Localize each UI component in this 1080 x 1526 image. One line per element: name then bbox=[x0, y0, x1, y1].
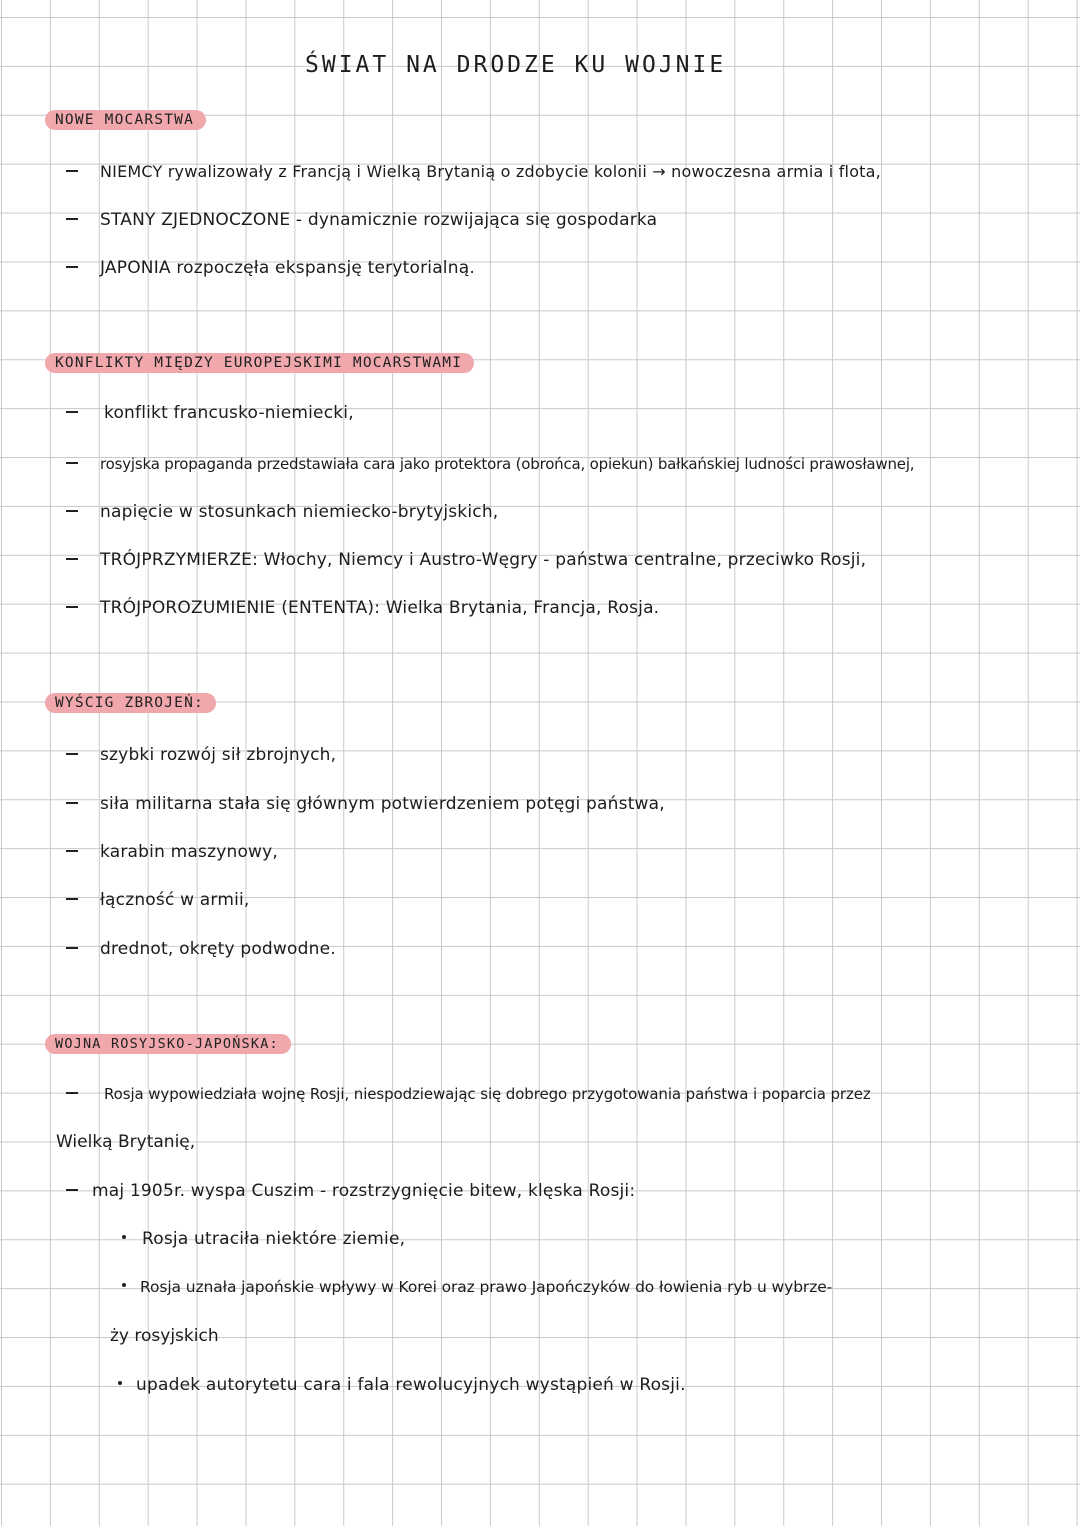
dash-icon bbox=[66, 411, 78, 413]
list-item bbox=[0, 743, 1080, 783]
dash-icon bbox=[66, 802, 78, 804]
list-item-text: NIEMCY rywalizowały z Francją i Wielką Brytanią o zdobycie kolonii → nowoczesna armia i flota, bbox=[100, 162, 881, 181]
list-item-text: TRÓJPOROZUMIENIE (ENTENTA): Wielka Brytania, Francja, Rosja. bbox=[100, 598, 660, 618]
list-item-text: szybki rozwój sił zbrojnych, bbox=[100, 745, 337, 765]
list-item bbox=[0, 208, 1080, 248]
list-item-text: rosyjska propaganda przedstawiała cara jako protektora (obrońca, opiekun) bałkańskiej ludności prawosławnej, bbox=[100, 455, 915, 473]
list-item-text: konflikt francusko-niemiecki, bbox=[104, 403, 354, 423]
list-item-text: karabin maszynowy, bbox=[100, 842, 279, 862]
bullet-icon bbox=[122, 1235, 126, 1239]
sub-item bbox=[0, 1275, 1080, 1315]
sub-item-text: Rosja uznała japońskie wpływy w Korei oraz prawo Japończyków do łowienia ryb u wybrze- bbox=[140, 1278, 833, 1296]
bullet-icon bbox=[122, 1283, 126, 1287]
sub-item bbox=[0, 1227, 1080, 1267]
list-item-text: drednot, okręty podwodne. bbox=[100, 939, 336, 959]
list-item-text: TRÓJPRZYMIERZE: Włochy, Niemcy i Austro-Węgry - państwa centralne, przeciwko Rosji, bbox=[100, 550, 867, 570]
list-item bbox=[0, 1082, 1080, 1122]
list-item-text: siła militarna stała się głównym potwierdzeniem potęgi państwa, bbox=[100, 794, 665, 814]
list-item bbox=[0, 596, 1080, 636]
list-item-text: STANY ZJEDNOCZONE - dynamicznie rozwijająca się gospodarka bbox=[100, 210, 658, 230]
dash-icon bbox=[66, 1189, 78, 1191]
sub-item-text: Rosja utraciła niektóre ziemie, bbox=[142, 1229, 406, 1249]
dash-icon bbox=[66, 462, 78, 464]
sub-item bbox=[0, 1373, 1080, 1413]
list-item bbox=[0, 1179, 1080, 1219]
heading-nowe-mocarstwa: NOWE MOCARSTWA bbox=[45, 110, 206, 130]
heading-wojna: WOJNA ROSYJSKO-JAPOŃSKA: bbox=[45, 1034, 291, 1054]
bullet-icon bbox=[118, 1381, 122, 1385]
dash-icon bbox=[66, 266, 78, 268]
dash-icon bbox=[66, 850, 78, 852]
dash-icon bbox=[66, 170, 78, 172]
list-item-text: łączność w armii, bbox=[100, 890, 250, 910]
heading-konflikty: KONFLIKTY MIĘDZY EUROPEJSKIMI MOCARSTWAMI bbox=[45, 353, 474, 373]
dash-icon bbox=[66, 558, 78, 560]
heading-wyscig-zbrojen: WYŚCIG ZBROJEŃ: bbox=[45, 693, 216, 713]
list-item bbox=[0, 256, 1080, 296]
list-item bbox=[0, 792, 1080, 832]
list-item bbox=[0, 160, 1080, 200]
sub-item-text: upadek autorytetu cara i fala rewolucyjnych wystąpień w Rosji. bbox=[136, 1375, 686, 1395]
list-item-text: napięcie w stosunkach niemiecko-brytyjskich, bbox=[100, 502, 499, 522]
list-item bbox=[0, 548, 1080, 588]
dash-icon bbox=[66, 753, 78, 755]
dash-icon bbox=[66, 606, 78, 608]
list-item-continuation: Wielką Brytanię, bbox=[56, 1132, 196, 1152]
dash-icon bbox=[66, 510, 78, 512]
list-item-text: maj 1905r. wyspa Cuszim - rozstrzygnięcie bitew, klęska Rosji: bbox=[92, 1181, 636, 1201]
list-item bbox=[0, 452, 1080, 492]
list-item bbox=[0, 840, 1080, 880]
dash-icon bbox=[66, 218, 78, 220]
dash-icon bbox=[66, 898, 78, 900]
list-item bbox=[0, 401, 1080, 441]
sub-item-continuation: ży rosyjskich bbox=[110, 1326, 219, 1346]
list-item bbox=[0, 937, 1080, 977]
list-item bbox=[0, 888, 1080, 928]
dash-icon bbox=[66, 1092, 78, 1094]
list-item-text: JAPONIA rozpoczęła ekspansję terytorialną. bbox=[100, 258, 475, 278]
list-item-text: Rosja wypowiedziała wojnę Rosji, niespodziewając się dobrego przygotowania państwa i poparcia przez bbox=[104, 1085, 871, 1103]
list-item bbox=[0, 500, 1080, 540]
page-title: ŚWIAT NA DRODZE KU WOJNIE bbox=[305, 52, 727, 78]
dash-icon bbox=[66, 947, 78, 949]
